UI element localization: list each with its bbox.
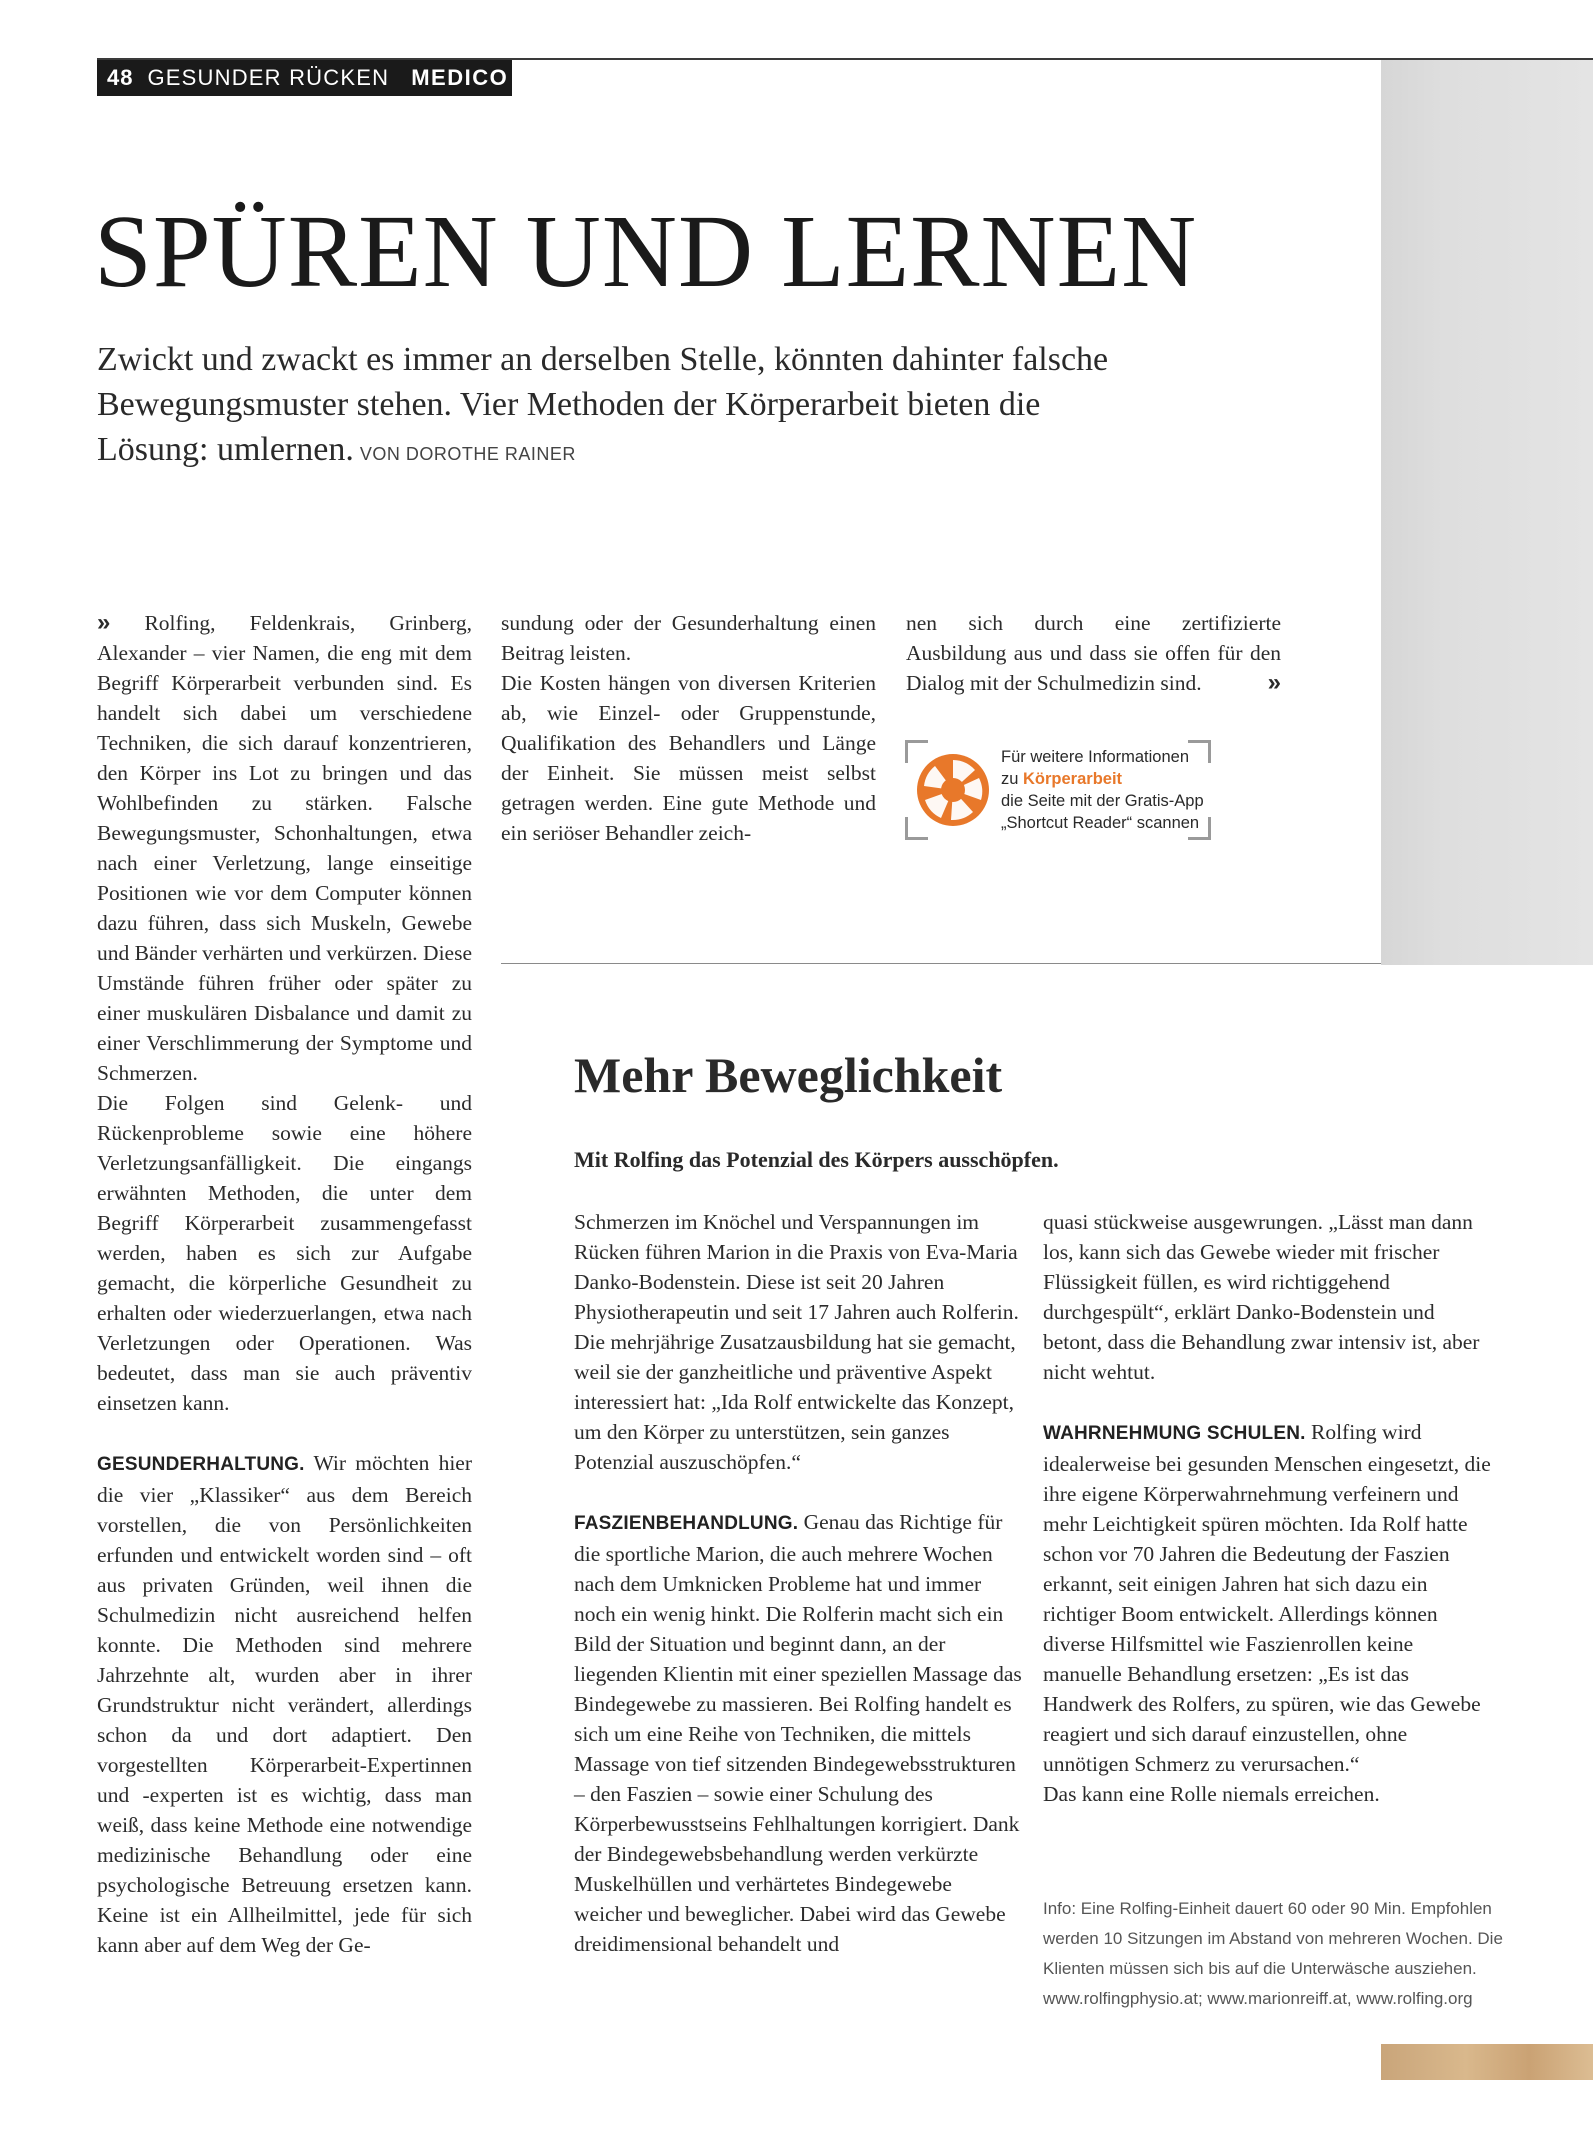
paragraph-text: nen sich durch eine zertifizierte Ausbildung aus und dass sie offen für den Dialog mit der Schulmedizin sind. [906,611,1281,695]
box-column-1 [574,1207,1024,1959]
subhead-wahrnehmung-schulen: WAHRNEHMUNG SCHULEN. [1043,1423,1306,1444]
paragraph [574,1507,1024,1959]
article-lead [97,337,1157,477]
qr-line-2-prefix: zu [1001,770,1024,788]
paragraph-text: Genau das Richtige für die sportliche Marion, die auch mehrere Wochen nach dem Umknicken Probleme hat und immer noch ein wenig hinkt. Die Rolferin macht sich ein Bild der Situation und beginnt dann, an der liegenden Klientin mit einer speziellen Massage das Bindegewebe zu massieren. Bei Rolfing handelt es sich um eine Reihe von Techniken, die mittels Massage von tief sitzenden Bindegewebsstrukturen – den Faszien – sowie einer Schulung des Körperbewusstseins Fehlhaltungen korrigiert. Dank der Bindegewebsbehandlung werden verkürzte Muskelhüllen und verhärtetes Bindegewebe weicher und beweglicher. Dabei wird das Gewebe dreidimensional behandelt und [574,1510,1022,1956]
lead-text: Zwickt und zwackt es immer an derselben Stelle, könnten dahinter falsche Bewegungsmuster stehen. Vier Methoden der Körperarbeit bieten die Lösung: umlernen. [97,341,1109,468]
paragraph [97,1448,472,1960]
box-column-2 [1043,1207,1493,1809]
subhead-gesunderhaltung: GESUNDERHALTUNG. [97,1454,305,1475]
info-box: Info: Eine Rolfing-Einheit dauert 60 oder 90 Min. Empfohlen werden 10 Sitzungen im Abstand von mehreren Wochen. Die Klienten müssen sich bis auf die Unterwäsche ausziehen. www.rolfingphysio.at; www.marionreiff.at, www.rolfing.org [1043,1899,1503,2008]
qr-highlight: Körperarbeit [1023,770,1123,788]
paragraph: quasi stückweise ausgewrungen. „Lässt man dann los, kann sich das Gewebe wieder mit frischer Flüssigkeit füllen, es wird richtiggehend durchgespült“, erklärt Danko-Bodenstein und betont, dass die Behandlung zwar intensiv ist, aber nicht wehtut. [1043,1210,1480,1384]
paragraph: sundung oder der Gesunderhaltung einen Beitrag leisten. [501,611,876,665]
paragraph [97,608,472,1088]
qr-instructions [1001,746,1211,834]
box-subtitle: Mit Rolfing das Potenzial des Körpers ausschöpfen. [574,1147,1059,1172]
page-number: 48 [107,65,134,90]
paragraph-text: Rolfing wird idealerweise bei gesunden Menschen eingesetzt, die ihre eigene Körperwahrnehmung verfeinern und mehr Leichtigkeit spüren möchten. Ida Rolf hatte schon vor 70 Jahren die Bedeutung der Faszien erkannt, seit einigen Jahren hat sich dazu ein richtiger Boom entwickelt. Allerdings können diverse Hilfsmittel wie Faszienrollen keine manuelle Behandlung ersetzen: „Es ist das Handwerk des Rolfers, zu spüren, wie das Gewebe reagiert und sich darauf einzustellen, ohne unnötigen Schmerz zu verursachen.“ [1043,1420,1491,1776]
background-photo-strip [1381,60,1593,965]
paragraph: Das kann eine Rolle niemals erreichen. [1043,1782,1380,1806]
background-wood-strip [1381,2044,1593,2080]
article-column-2 [501,608,876,848]
paragraph-text: Wir möchten hier die vier „Klassiker“ aus dem Bereich vorstellen, die von Persönlichkeiten erfunden und entwickelt worden sind – oft aus privaten Gründen, weil ihnen die Schulmedizin nicht ausreichend helfen konnte. Die Methoden sind mehrere Jahrzehnte alt, wurden aber in ihrer Grundstruktur nicht verändert, allerdings schon da und dort adaptiert. Den vorgestellten Körperarbeit-Expertinnen und -experten ist es wichtig, dass man weiß, dass keine Methode eine notwendige medizinische Behandlung oder eine psychologische Betreuung ersetzen kann. Keine ist ein Allheilmittel, jede für sich kann aber auf dem Weg der Ge- [97,1451,472,1957]
section-label: GESUNDER RÜCKEN [147,65,390,90]
subhead-faszienbehandlung: FASZIENBEHANDLUNG. [574,1513,799,1534]
qr-line-2 [1001,768,1211,790]
page-header [97,60,512,96]
qr-line-3: die Seite mit der Gratis-App [1001,792,1204,810]
paragraph: Schmerzen im Knöchel und Verspannungen im Rücken führen Marion in die Praxis von Eva-Maria Danko-Bodenstein. Diese ist seit 20 Jahren Physiotherapeutin und seit 17 Jahren auch Rolferin. Die mehrjährige Zusatzausbildung hat sie gemacht, weil sie der ganzheitliche und präventive Aspekt interessiert hat: „Ida Rolf entwickelte das Konzept, um den Körper zu unterstützen, sein ganzes Potenzial auszuschöpfen.“ [574,1210,1019,1474]
brand-label: MEDICO [411,65,509,90]
paragraph [1043,1417,1493,1779]
end-guillemet: » [1267,669,1281,696]
paragraph [906,608,1281,698]
shortcut-reader-aperture-icon [913,750,993,830]
qr-line-1: Für weitere Informationen [1001,748,1190,766]
start-guillemet: » [97,609,111,636]
article-title: SPÜREN UND LERNEN [94,194,1198,309]
qr-code-box[interactable] [905,740,1211,840]
paragraph-text: Rolfing, Feldenkrais, Grinberg, Alexander – vier Namen, die eng mit dem Begriff Körperarbeit verbunden sind. Es handelt sich dabei um verschiedene Techniken, die sich darauf konzentrieren, den Körper ins Lot zu bringen und das Wohlbefinden zu stärken. Falsche Bewegungsmuster, Schonhaltungen, etwa nach einer Verletzung, lange einseitige Positionen wie vor dem Computer können dazu führen, dass sich Muskeln, Gewebe und Bänder verhärten und verkürzen. Diese Umstände führen früher oder später zu einer muskulären Disbalance und damit zu einer Verschlimmerung der Symptome und Schmerzen. [97,611,472,1085]
qr-line-4: „Shortcut Reader“ scannen [1001,814,1200,832]
article-column-3 [906,608,1281,698]
byline: VON DOROTHE RAINER [359,444,576,464]
section-divider [501,963,1381,964]
box-title: Mehr Beweglichkeit [574,1047,1003,1103]
paragraph: Die Kosten hängen von diversen Kriterien ab, wie Einzel- oder Gruppenstunde, Qualifikation des Behandlers und Länge der Einheit. Sie müssen meist selbst getragen werden. Eine gute Methode und ein seriöser Behandler zeich- [501,671,876,845]
paragraph: Die Folgen sind Gelenk- und Rückenprobleme sowie eine höhere Verletzungsanfälligkeit. Die eingangs erwähnten Methoden, die unter dem Begriff Körperarbeit zusammengefasst werden, haben es sich zur Aufgabe gemacht, die körperliche Gesundheit zu erhalten oder wiederzuerlangen, etwa nach Verletzungen oder Operationen. Was bedeutet, dass man sie auch präventiv einsetzen kann. [97,1091,472,1415]
article-column-1 [97,608,472,1960]
